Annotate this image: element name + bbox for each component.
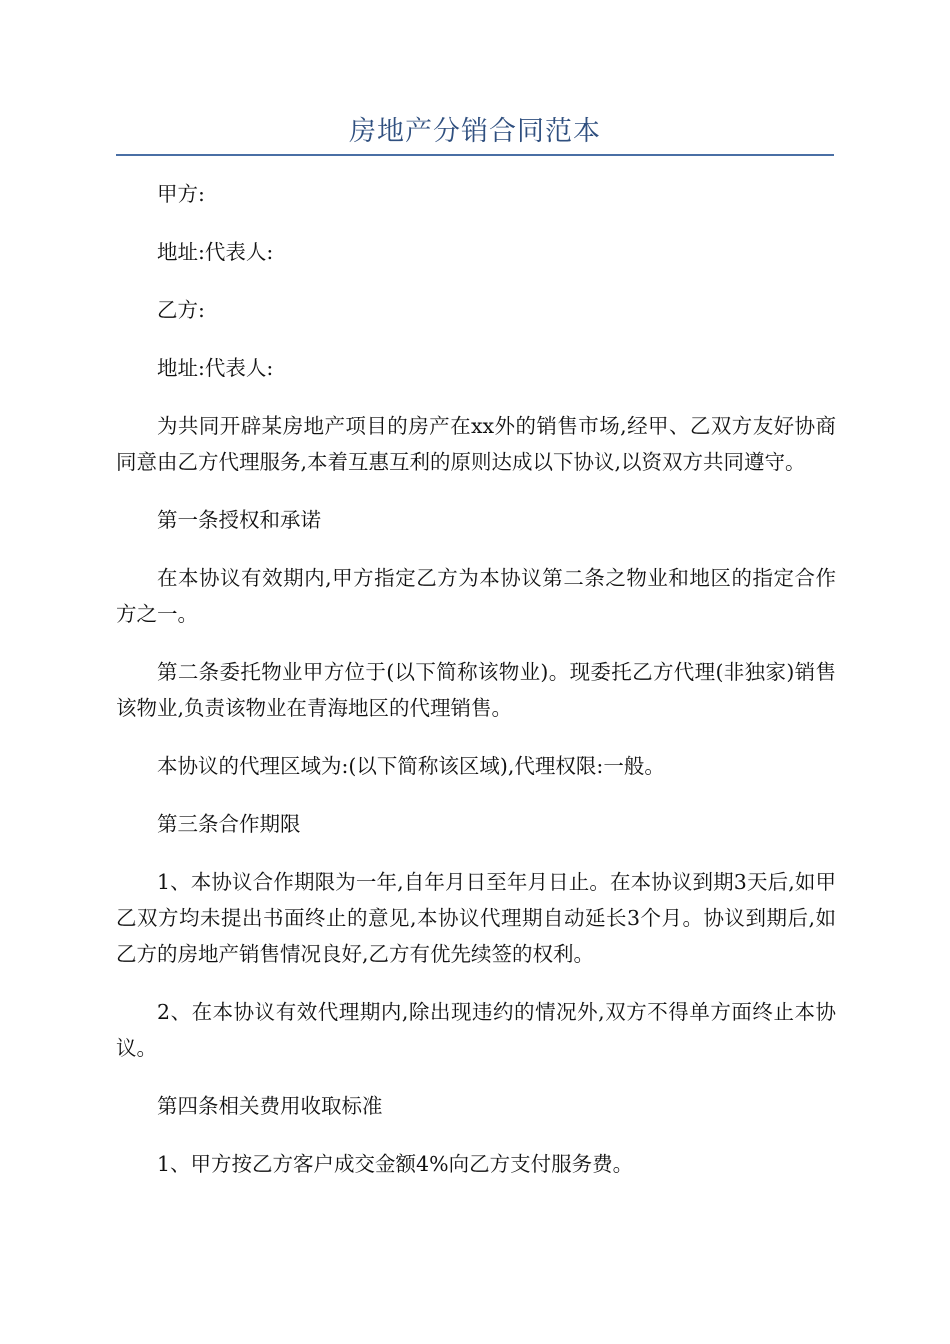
preamble-paragraph: 为共同开辟某房地产项目的房产在xx外的销售市场,经甲、乙双方友好协商同意由乙方代理服务,本着互惠互利的原则达成以下协议,以资双方共同遵守。 [116, 414, 836, 474]
article-2-paragraph: 第二条委托物业甲方位于(以下简称该物业)。现委托乙方代理(非独家)销售该物业,负责该物业在青海地区的代理销售。 [116, 660, 836, 720]
party-b-line: 乙方: [157, 298, 205, 322]
party-b-address-line: 地址:代表人: [157, 356, 274, 380]
article-3-heading: 第三条合作期限 [157, 812, 301, 836]
party-a-line: 甲方: [157, 182, 205, 206]
article-3-clause-2: 2、在本协议有效代理期内,除出现违约的情况外,双方不得单方面终止本协议。 [116, 1000, 836, 1060]
article-1-heading: 第一条授权和承诺 [157, 508, 321, 532]
party-a-address-line: 地址:代表人: [157, 240, 274, 264]
document-body [116, 176, 836, 1204]
document-title: 房地产分销合同范本 [349, 116, 601, 147]
article-4-heading: 第四条相关费用收取标准 [157, 1094, 383, 1118]
title-divider [116, 154, 834, 156]
article-4-clause-1: 1、甲方按乙方客户成交金额4%向乙方支付服务费。 [157, 1152, 634, 1176]
article-3-clause-1: 1、本协议合作期限为一年,自年月日至年月日止。在本协议到期3天后,如甲乙双方均未提出书面终止的意见,本协议代理期自动延长3个月。协议到期后,如乙方的房地产销售情况良好,乙方有优先续签的权利。 [116, 870, 836, 966]
article-1-paragraph: 在本协议有效期内,甲方指定乙方为本协议第二条之物业和地区的指定合作方之一。 [116, 566, 836, 626]
agency-region-paragraph: 本协议的代理区域为:(以下简称该区域),代理权限:一般。 [157, 754, 665, 778]
